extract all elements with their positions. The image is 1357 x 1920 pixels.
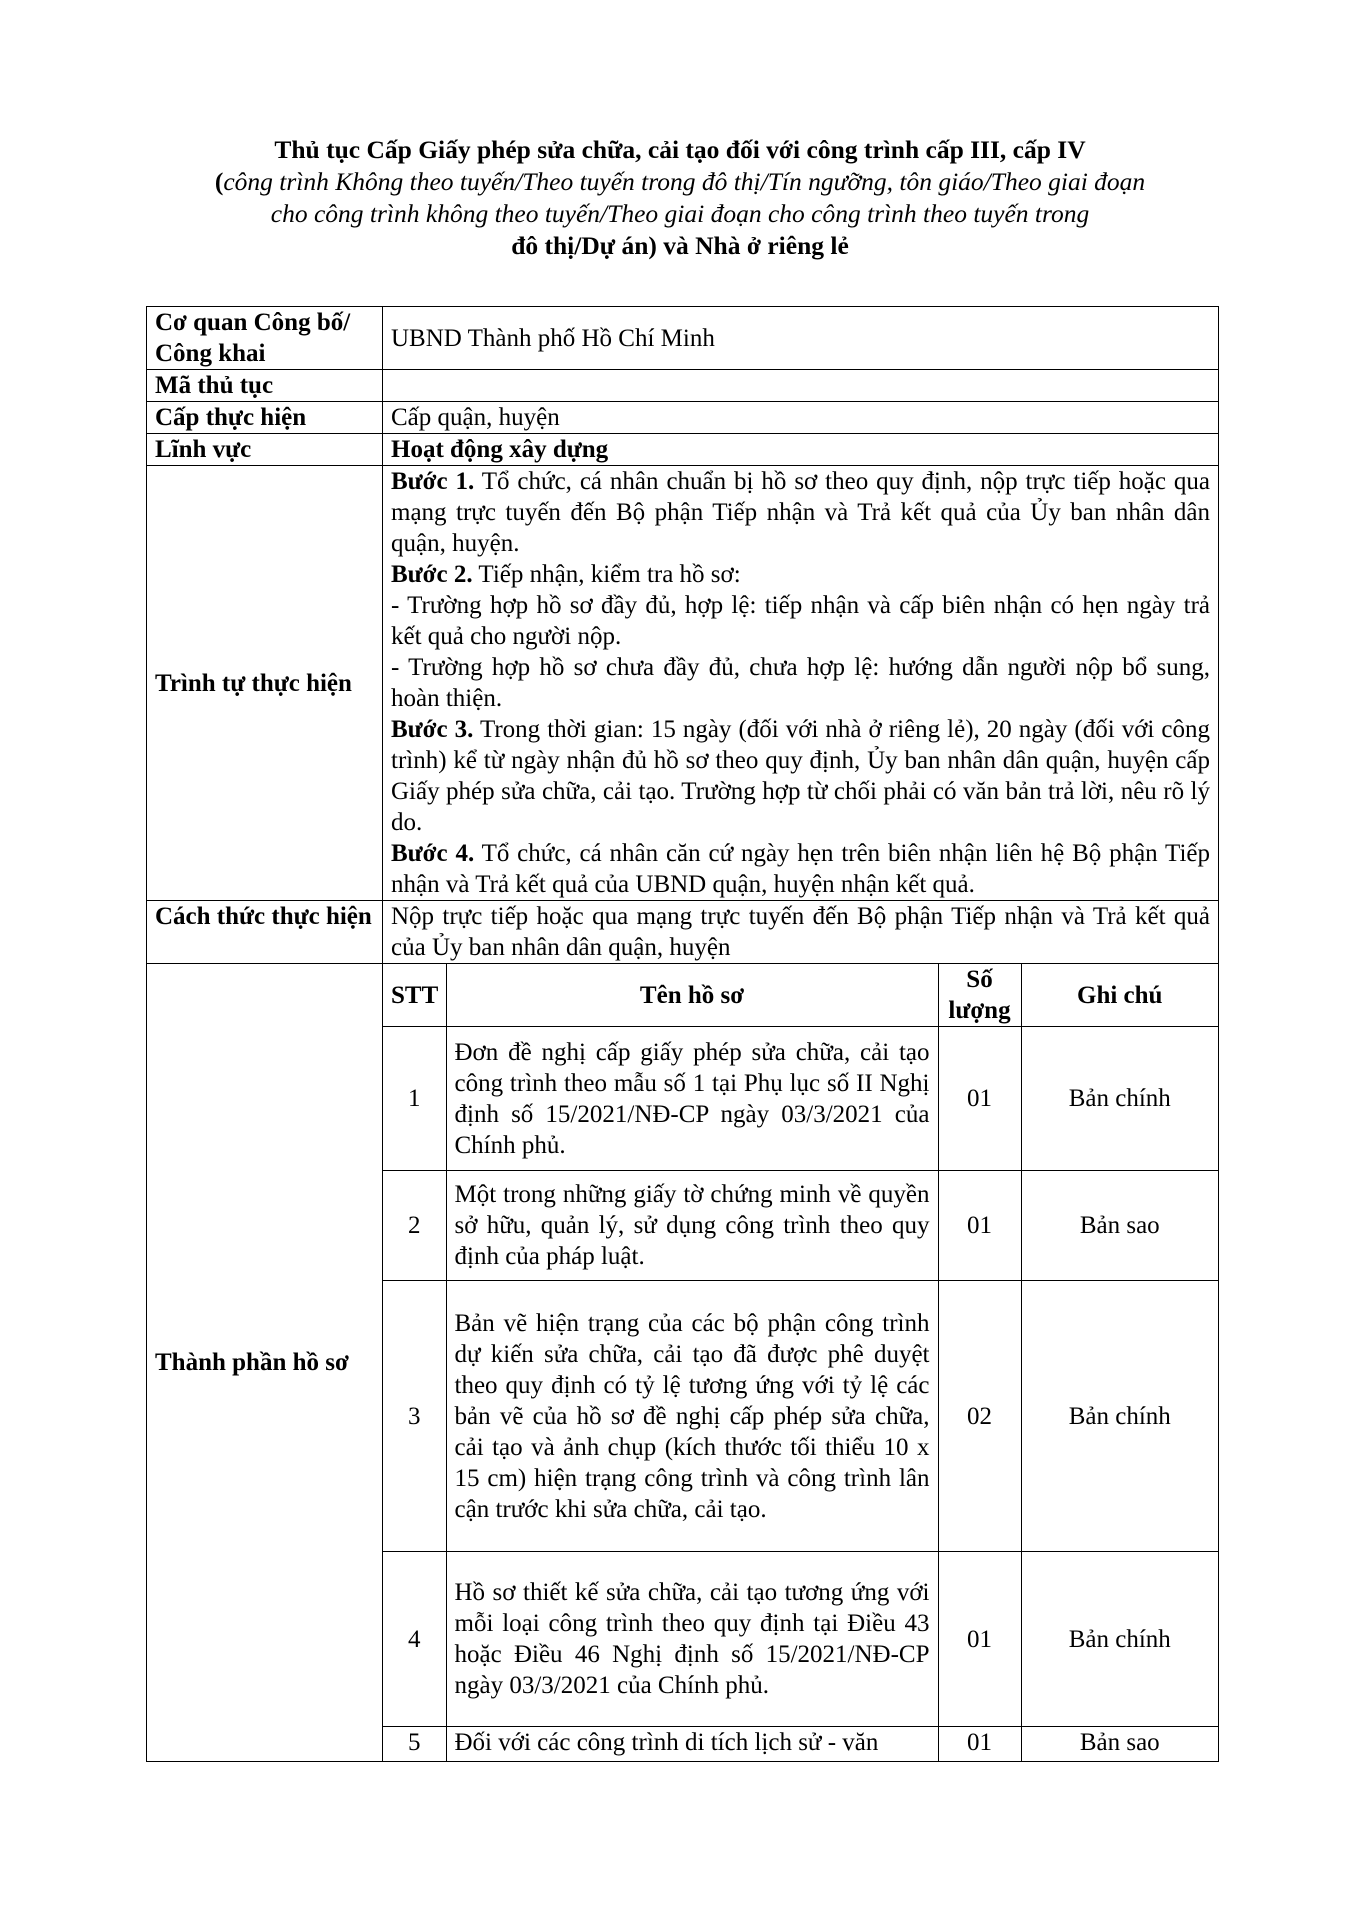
label-thanh-phan: Thành phần hồ sơ: [147, 964, 383, 1762]
step-2-label: Bước 2.: [391, 561, 473, 588]
table-row: [383, 1171, 1218, 1281]
documents-header-row: [383, 964, 1218, 1027]
step-4-label: Bước 4.: [391, 840, 475, 867]
row-trinh-tu: [147, 466, 1219, 901]
table-row: [383, 1281, 1218, 1552]
title-subtitle: [120, 166, 1240, 198]
cell-ghi-chu: Bản chính: [1021, 1027, 1218, 1171]
step-3-text: Trong thời gian: 15 ngày (đối với nhà ở riêng lẻ), 20 ngày (đối với công trình) kể từ ngày nhận đủ hồ sơ theo quy định, Ủy ban nhân dân quận, huyện cấp Giấy phép sửa chữa, cải tạo. Trường hợp từ chối phải có văn bản trả lời, nêu rõ lý do.: [391, 716, 1210, 836]
cell-stt: 5: [383, 1727, 446, 1762]
value-thanh-phan: [383, 964, 1219, 1762]
cell-ghi-chu: Bản sao: [1021, 1171, 1218, 1281]
step-1-label: Bước 1.: [391, 468, 475, 495]
row-thanh-phan: [147, 964, 1219, 1762]
cell-stt: 4: [383, 1552, 446, 1727]
header-ghi-chu: Ghi chú: [1021, 964, 1218, 1027]
cell-so-luong: 01: [938, 1727, 1021, 1762]
cell-so-luong: 01: [938, 1171, 1021, 1281]
cell-ghi-chu: Bản sao: [1021, 1727, 1218, 1762]
cell-ten: Hồ sơ thiết kế sửa chữa, cải tạo tương ứng với mỗi loại công trình theo quy định tại Điều 43 hoặc Điều 46 Nghị định số 15/2021/NĐ-CP ngày 03/3/2021 của Chính phủ.: [446, 1552, 938, 1727]
header-ten: Tên hồ sơ: [446, 964, 938, 1027]
row-cach-thuc: [147, 901, 1219, 964]
step-1: [391, 466, 1210, 559]
cell-ten: Bản vẽ hiện trạng của các bộ phận công trình dự kiến sửa chữa, cải tạo đã được phê duyệt theo quy định có tỷ lệ tương ứng với tỷ lệ các bản vẽ của hồ sơ đề nghị cấp phép sửa chữa, cải tạo và ảnh chụp (kích thước tối thiểu 10 x 15 cm) hiện trạng công trình và công trình lân cận trước khi sửa chữa, cải tạo.: [446, 1281, 938, 1552]
step-2-sub-2: - Trường hợp hồ sơ chưa đầy đủ, chưa hợp lệ: hướng dẫn người nộp bổ sung, hoàn thiện.: [391, 654, 1210, 712]
step-4-text: Tổ chức, cá nhân căn cứ ngày hẹn trên biên nhận liên hệ Bộ phận Tiếp nhận và Trả kết quả của UBND quận, huyện nhận kết quả.: [391, 840, 1210, 898]
label-ma-thu-tuc: Mã thủ tục: [147, 370, 383, 402]
title-line-4-wrap: [120, 230, 1240, 262]
step-4: [391, 838, 1210, 900]
document-title: [120, 134, 1240, 262]
table-row: [383, 1727, 1218, 1762]
label-co-quan: Cơ quan Công bố/ Công khai: [147, 307, 383, 370]
header-stt: STT: [383, 964, 446, 1027]
row-ma-thu-tuc: [147, 370, 1219, 402]
label-linh-vuc: Lĩnh vực: [147, 434, 383, 466]
title-open-paren: (: [214, 167, 224, 196]
row-linh-vuc: [147, 434, 1219, 466]
cell-so-luong: 02: [938, 1281, 1021, 1552]
title-line-1: Thủ tục Cấp Giấy phép sửa chữa, cải tạo đối với công trình cấp III, cấp IV: [274, 135, 1086, 164]
cell-stt: 2: [383, 1171, 446, 1281]
procedure-table: [146, 306, 1219, 1762]
step-1-text: Tổ chức, cá nhân chuẩn bị hồ sơ theo quy định, nộp trực tiếp hoặc qua mạng trực tuyến đến Bộ phận Tiếp nhận và Trả kết quả của Ủy ban nhân dân quận, huyện.: [391, 468, 1210, 557]
cell-ten: Đối với các công trình di tích lịch sử - văn: [446, 1727, 938, 1762]
table-row: [383, 1027, 1218, 1171]
row-cap-thuc-hien: [147, 402, 1219, 434]
title-line-4-bold: và Nhà ở riêng lẻ: [656, 231, 849, 260]
cell-ten: Đơn đề nghị cấp giấy phép sửa chữa, cải tạo công trình theo mẫu số 1 tại Phụ lục số II Nghị định số 15/2021/NĐ-CP ngày 03/3/2021 của Chính phủ.: [446, 1027, 938, 1171]
cell-stt: 1: [383, 1027, 446, 1171]
value-linh-vuc: Hoạt động xây dựng: [383, 434, 1219, 466]
value-co-quan: UBND Thành phố Hồ Chí Minh: [383, 307, 1219, 370]
step-2: [391, 559, 1210, 590]
value-cach-thuc: Nộp trực tiếp hoặc qua mạng trực tuyến đến Bộ phận Tiếp nhận và Trả kết quả của Ủy ban nhân dân quận, huyện: [383, 901, 1219, 964]
step-3-label: Bước 3.: [391, 716, 474, 743]
documents-table: [383, 964, 1218, 1761]
value-trinh-tu: [383, 466, 1219, 901]
title-line-2: công trình Không theo tuyến/Theo tuyến trong đô thị/Tín ngưỡng, tôn giáo/Theo giai đoạn: [223, 167, 1146, 196]
cell-ghi-chu: Bản chính: [1021, 1281, 1218, 1552]
cell-so-luong: 01: [938, 1027, 1021, 1171]
step-2-text: Tiếp nhận, kiểm tra hồ sơ:: [472, 561, 741, 588]
cell-so-luong: 01: [938, 1552, 1021, 1727]
cell-ghi-chu: Bản chính: [1021, 1552, 1218, 1727]
label-cach-thuc: Cách thức thực hiện: [147, 901, 383, 964]
value-cap-thuc-hien: Cấp quận, huyện: [383, 402, 1219, 434]
title-line-3: cho công trình không theo tuyến/Theo giai đoạn cho công trình theo tuyến trong: [270, 199, 1090, 228]
cell-ten: Một trong những giấy tờ chứng minh về quyền sở hữu, quản lý, sử dụng công trình theo quy định của pháp luật.: [446, 1171, 938, 1281]
cell-stt: 3: [383, 1281, 446, 1552]
step-2-sub-1: - Trường hợp hồ sơ đầy đủ, hợp lệ: tiếp nhận và cấp biên nhận có hẹn ngày trả kết quả cho người nộp.: [391, 592, 1210, 650]
step-3: [391, 714, 1210, 838]
table-row: [383, 1552, 1218, 1727]
label-trinh-tu: Trình tự thực hiện: [147, 466, 383, 901]
row-co-quan: [147, 307, 1219, 370]
header-so-luong: Số lượng: [938, 964, 1021, 1027]
value-ma-thu-tuc: [383, 370, 1219, 402]
label-cap-thuc-hien: Cấp thực hiện: [147, 402, 383, 434]
title-line-4: đô thị/Dự án): [511, 231, 657, 260]
